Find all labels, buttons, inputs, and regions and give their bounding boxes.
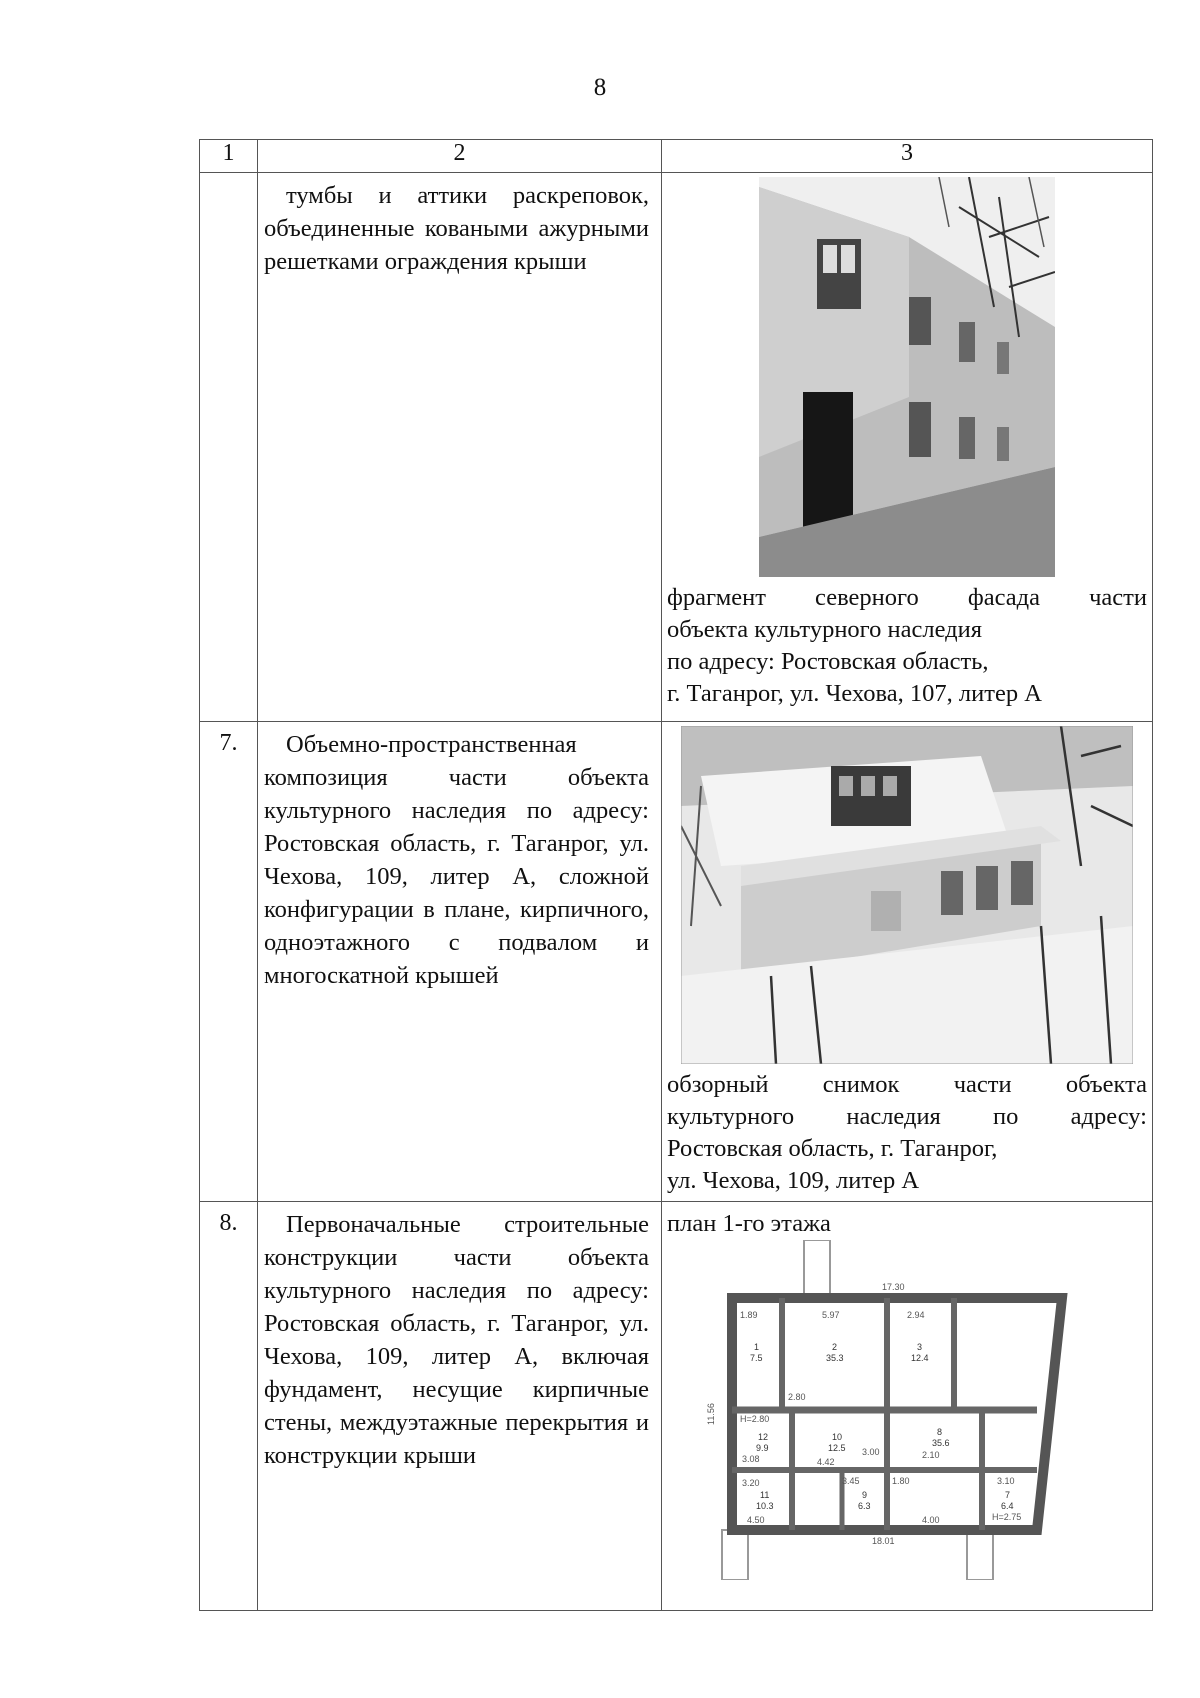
plan-room-area: 35.6 xyxy=(932,1438,950,1448)
plan-dim-bottom: 18.01 xyxy=(872,1536,895,1546)
caption-line: по адресу: Ростовская область, xyxy=(667,648,989,675)
plan-room-area: 35.3 xyxy=(826,1353,844,1363)
row-illustration xyxy=(662,722,1153,1202)
row-description xyxy=(258,722,662,1202)
caption-line: культурного наследия по адресу: xyxy=(667,1103,1147,1130)
plan-room-area: 12.5 xyxy=(828,1443,846,1453)
plan-dim: 3.00 xyxy=(862,1447,880,1457)
table-row xyxy=(200,722,1153,1202)
plan-room-no: 11 xyxy=(760,1490,770,1500)
plan-dim: 4.42 xyxy=(817,1457,835,1467)
page-number: 8 xyxy=(593,74,607,101)
monument-table xyxy=(199,139,1153,1611)
caption-line: ул. Чехова, 109, литер А xyxy=(667,1167,920,1194)
plan-room-no: 2 xyxy=(832,1342,838,1352)
photo-north-facade xyxy=(759,177,1055,577)
plan-room-area: 7.5 xyxy=(750,1353,763,1363)
plan-room-no: 7 xyxy=(1005,1490,1011,1500)
header-row xyxy=(200,140,1153,173)
plan-room-area: 6.4 xyxy=(1001,1501,1014,1511)
header-col-1: 1 xyxy=(200,140,258,173)
plan-dim: 3.08 xyxy=(742,1454,760,1464)
floor-plan xyxy=(692,1240,1112,1580)
plan-room-no: 8 xyxy=(937,1427,943,1437)
plan-dim: 2.10 xyxy=(922,1450,940,1460)
plan-dim: 4.50 xyxy=(747,1515,765,1525)
row-description xyxy=(258,1202,662,1611)
description-text: Объемно-пространственная композиция части объекта культурного наследия по адресу: Ростовская область, г. Таганрог, ул. Чехова, 109, литер А, сложной конфигурации в плане, кирпичного, одноэтажного с подвалом и многоскатной крышей xyxy=(264,731,649,989)
plan-dim: 5.97 xyxy=(822,1310,840,1320)
caption-line: объекта культурного наследия xyxy=(667,616,982,643)
plan-room-area: 6.3 xyxy=(858,1501,871,1511)
caption-line: Ростовская область, г. Таганрог, xyxy=(667,1135,998,1162)
plan-dim: 4.00 xyxy=(922,1515,940,1525)
plan-room-area: 9.9 xyxy=(756,1443,769,1453)
row-illustration xyxy=(662,173,1153,722)
plan-dim: 3.45 xyxy=(842,1476,860,1486)
plan-dim: 2.94 xyxy=(907,1310,925,1320)
row-number xyxy=(200,173,258,722)
plan-dim-top: 17.30 xyxy=(882,1282,905,1292)
plan-dim-side: 11.56 xyxy=(706,1403,716,1425)
header-col-3: 3 xyxy=(662,140,1153,173)
caption-line: г. Таганрог, ул. Чехова, 107, литер А xyxy=(667,680,1042,707)
description-text: тумбы и аттики раскреповок, объединенные коваными ажурными решетками ограждения крыши xyxy=(264,182,649,275)
plan-room-no: 12 xyxy=(758,1432,769,1442)
plan-title: план 1-го этажа xyxy=(667,1210,831,1237)
table-row xyxy=(200,173,1153,722)
caption-line: обзорный снимок части объекта xyxy=(667,1071,1147,1098)
plan-room-no: 1 xyxy=(754,1342,760,1352)
row-number: 7. xyxy=(200,722,258,1202)
caption-line: фрагмент северного фасада части xyxy=(667,584,1147,611)
photo-caption xyxy=(662,1069,1152,1201)
plan-dim: 3.20 xyxy=(742,1478,760,1488)
photo-caption xyxy=(662,582,1152,714)
plan-room-no: 9 xyxy=(862,1490,868,1500)
plan-dim: H=2.75 xyxy=(992,1512,1022,1522)
plan-room-no: 3 xyxy=(917,1342,923,1352)
photo-facade-wrap xyxy=(662,173,1152,582)
plan-dim: 1.80 xyxy=(892,1476,910,1486)
table-row xyxy=(200,1202,1153,1611)
plan-dim: 3.10 xyxy=(997,1476,1015,1486)
floor-plan-wrap xyxy=(662,1240,1152,1585)
description-text: Первоначальные строительные конструкции части объекта культурного наследия по адресу: Ростовская область, г. Таганрог, ул. Чехова, 109, литер А, включая фундамент, несущие кирпичные стены, междуэтажные перекрытия и конструкции крыши xyxy=(264,1211,649,1469)
plan-room-no: 10 xyxy=(832,1432,843,1442)
row-number: 8. xyxy=(200,1202,258,1611)
row-description xyxy=(258,173,662,722)
header-col-2: 2 xyxy=(258,140,662,173)
plan-room-area: 10.3 xyxy=(756,1501,774,1511)
photo-overview xyxy=(681,726,1133,1064)
plan-room-area: 12.4 xyxy=(911,1353,929,1363)
plan-dim: H=2.80 xyxy=(740,1414,770,1424)
photo-overview-wrap xyxy=(662,722,1152,1069)
plan-dim: 2.80 xyxy=(788,1392,806,1402)
plan-dim: 1.89 xyxy=(740,1310,758,1320)
row-illustration xyxy=(662,1202,1153,1611)
